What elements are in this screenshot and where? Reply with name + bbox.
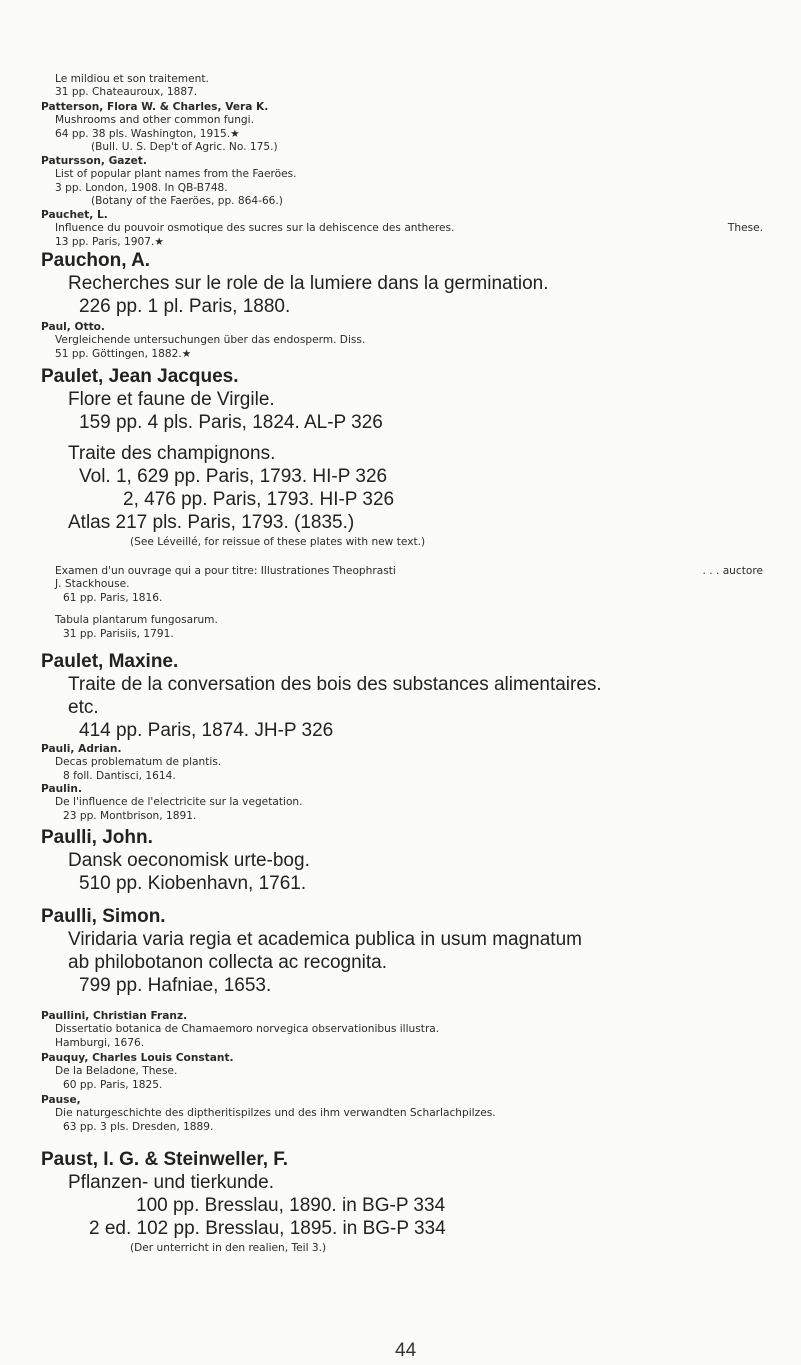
- entry-imprint: 61 pp. Paris, 1816.: [63, 591, 163, 604]
- entry-title: Le mildiou et son traitement.: [55, 73, 209, 85]
- entry-paulet-maxine: [41, 650, 801, 742]
- entry-author: Pauli, Adrian.: [41, 743, 122, 755]
- entry-imprint: 3 pp. London, 1908. In QB-B748.: [55, 181, 228, 194]
- entry-pauquy: [41, 1052, 801, 1092]
- entry-imprint: 13 pp. Paris, 1907.★: [55, 235, 164, 248]
- entry-author: Pauchon, A.: [41, 250, 151, 271]
- entry-imprint: 23 pp. Montbrison, 1891.: [63, 809, 197, 822]
- entry-title: Tabula plantarum fungosarum.: [55, 614, 218, 627]
- entry-title: Dansk oeconomisk urte-bog.: [68, 850, 310, 871]
- page-number: 44: [395, 1340, 417, 1361]
- entry-title: Mushrooms and other common fungi.: [55, 114, 254, 127]
- entry-note: (Bull. U. S. Dep't of Agric. No. 175.): [91, 141, 278, 154]
- entry-title: Traite de la conversation des bois des substances alimentaires.: [68, 674, 602, 695]
- entry-imprint: 100 pp. Bresslau, 1890. in BG-P 334: [136, 1195, 446, 1216]
- entry-imprint: 8 foll. Dantisci, 1614.: [63, 769, 176, 782]
- entry-note: (See Léveillé, for reissue of these plates with new text.): [130, 536, 426, 548]
- entry-author: Paulin.: [41, 783, 82, 795]
- entry-author: Paul, Otto.: [41, 321, 105, 333]
- entry-pauli-adrian: [41, 743, 801, 783]
- entry-note: (Der unterricht in den realien, Teil 3.): [130, 1242, 327, 1254]
- entry-le-mildiou: [41, 73, 801, 100]
- entry-title: Decas problematum de plantis.: [55, 756, 222, 769]
- entry-author: Paulli, Simon.: [41, 906, 166, 927]
- entry-paul-otto: [41, 321, 801, 361]
- entry-author: Paullini, Christian Franz.: [41, 1010, 188, 1022]
- entry-title: Flore et faune de Virgile.: [68, 389, 275, 410]
- entry-title: Vergleichende untersuchungen über das endosperm. Diss.: [55, 334, 366, 347]
- entry-title-2: Traite des champignons.: [68, 443, 276, 464]
- entry-title: Pflanzen- und tierkunde.: [68, 1172, 274, 1193]
- entry-title-cont: J. Stackhouse.: [55, 578, 130, 591]
- entry-title: De l'influence de l'electricite sur la vegetation.: [55, 796, 303, 809]
- entry-volume-2: 2, 476 pp. Paris, 1793. HI-P 326: [123, 489, 395, 510]
- entry-title: Examen d'un ouvrage qui a pour titre: Illustrationes Theophrasti: [55, 565, 396, 577]
- entry-imprint: 510 pp. Kiobenhavn, 1761.: [79, 873, 307, 894]
- entry-author: Paust, I. G. & Steinweller, F.: [41, 1149, 289, 1170]
- entry-author: Pauchet, L.: [41, 209, 108, 221]
- entry-title: Dissertatio botanica de Chamaemoro norvegica observationibus illustra.: [55, 1023, 440, 1036]
- entry-title-suffix: These.: [727, 222, 763, 235]
- entry-imprint: 31 pp. Parisiis, 1791.: [63, 627, 174, 640]
- entry-note: (Botany of the Faeröes, pp. 864-66.): [91, 195, 283, 208]
- entry-paulli-john: [41, 826, 801, 895]
- entry-volume-1: Vol. 1, 629 pp. Paris, 1793. HI-P 326: [79, 466, 388, 487]
- entry-author: Paulet, Maxine.: [41, 651, 179, 672]
- entry-title-suffix: . . . auctore: [702, 565, 763, 577]
- entry-author: Patterson, Flora W. & Charles, Vera K.: [41, 101, 269, 113]
- entry-imprint-2: 2 ed. 102 pp. Bresslau, 1895. in BG-P 334: [89, 1218, 446, 1239]
- entry-imprint: 159 pp. 4 pls. Paris, 1824. AL-P 326: [79, 412, 383, 433]
- entry-paulin: [41, 783, 801, 823]
- entry-atlas: Atlas 217 pls. Paris, 1793. (1835.): [68, 512, 355, 533]
- entry-title: Viridaria varia regia et academica publica in usum magnatum: [68, 929, 582, 950]
- entry-pauchon: [41, 249, 801, 318]
- entry-imprint: 64 pp. 38 pls. Washington, 1915.★: [55, 127, 240, 140]
- entry-author: Paulet, Jean Jacques.: [41, 366, 239, 387]
- entry-imprint: Hamburgi, 1676.: [55, 1036, 145, 1049]
- entry-title: Die naturgeschichte des diptheritispilzes und des ihm verwandten Scharlachpilzes.: [55, 1107, 496, 1120]
- entry-title: Recherches sur le role de la lumiere dans la germination.: [68, 273, 549, 294]
- entry-imprint: 31 pp. Chateauroux, 1887.: [55, 86, 198, 99]
- entry-paulet-jean-jacques: [41, 365, 801, 550]
- entry-patursson: [41, 155, 801, 209]
- entry-imprint: 799 pp. Hafniae, 1653.: [79, 975, 272, 996]
- entry-author: Paulli, John.: [41, 827, 153, 848]
- entry-paullini: [41, 1010, 801, 1050]
- entry-imprint: 414 pp. Paris, 1874. JH-P 326: [79, 720, 334, 741]
- entry-title: List of popular plant names from the Faeröes.: [55, 168, 297, 181]
- entry-title-cont: etc.: [68, 697, 99, 718]
- entry-pause: [41, 1094, 801, 1134]
- entry-author: Pause,: [41, 1094, 81, 1106]
- entry-imprint: 51 pp. Göttingen, 1882.★: [55, 347, 192, 360]
- entry-author: Pauquy, Charles Louis Constant.: [41, 1052, 234, 1064]
- entry-title-cont: ab philobotanon collecta ac recognita.: [68, 952, 388, 973]
- entry-imprint: 63 pp. 3 pls. Dresden, 1889.: [63, 1120, 214, 1133]
- entry-author: Patursson, Gazet.: [41, 155, 147, 167]
- entry-imprint: 60 pp. Paris, 1825.: [63, 1078, 163, 1091]
- entry-pauchet: [41, 209, 801, 249]
- entry-title: Influence du pouvoir osmotique des sucres sur la dehiscence des antheres.: [55, 222, 455, 235]
- entry-paulli-simon: [41, 905, 801, 997]
- entry-title: De la Beladone, These.: [55, 1065, 178, 1078]
- entry-patterson: [41, 101, 801, 155]
- entry-imprint: 226 pp. 1 pl. Paris, 1880.: [79, 296, 291, 317]
- entry-paulet-examen: [41, 565, 801, 641]
- entry-paust: [41, 1148, 801, 1256]
